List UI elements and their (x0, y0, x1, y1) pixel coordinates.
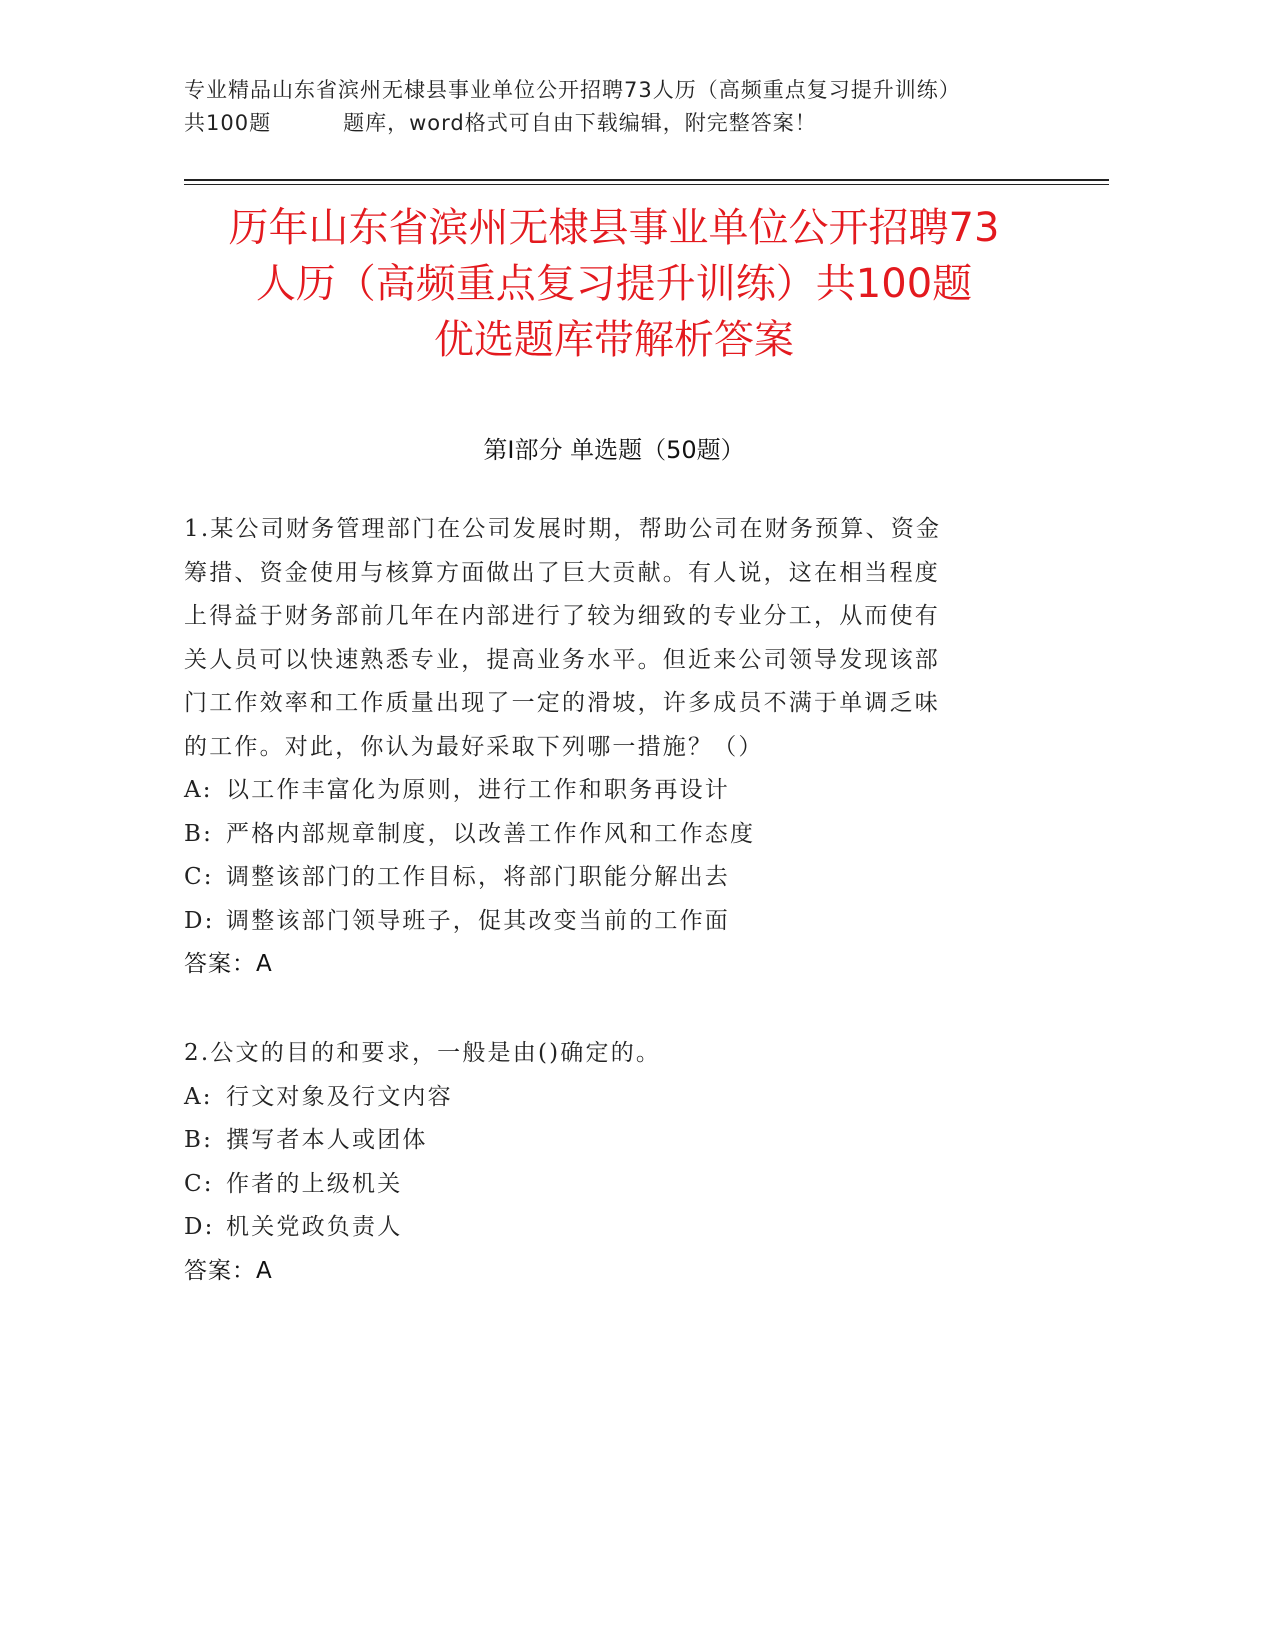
option-b (184, 1119, 1044, 1163)
question-1 (184, 508, 1044, 987)
header-note-count: 共100题 (184, 111, 272, 135)
header-divider-thick (184, 179, 1109, 181)
option-text: 撰写者本人或团体 (226, 1127, 428, 1153)
option-text: 作者的上级机关 (226, 1170, 403, 1197)
option-text: 调整该部门的工作目标，将部门职能分解出去 (226, 864, 730, 890)
question-stem (184, 508, 1044, 769)
option-key: B: (184, 1127, 214, 1153)
title-line-3: 优选题库带解析答案 (434, 317, 794, 363)
section-heading: 第Ⅰ部分 单选题（50题） (483, 436, 745, 464)
option-text: 以工作丰富化为原则，进行工作和职务再设计 (226, 777, 730, 803)
option-text: 机关党政负责人 (226, 1214, 403, 1240)
title-line-1: 历年山东省滨州无棣县事业单位公开招聘73 (228, 205, 1000, 251)
stem-line: 1.某公司财务管理部门在公司发展时期，帮助公司在财务预算、资金 (184, 516, 942, 542)
option-key: C: (184, 864, 214, 890)
stem-line: 关人员可以快速熟悉专业，提高业务水平。但近来公司领导发现该部 (184, 646, 940, 673)
option-text: 调整该部门领导班子，促其改变当前的工作面 (226, 907, 730, 934)
stem-line: 上得益于财务部前几年在内部进行了较为细致的专业分工，从而使有 (184, 603, 940, 629)
document-title (184, 200, 1044, 368)
question-stem (184, 1032, 1044, 1076)
header-divider-thin (184, 184, 1109, 185)
option-d (184, 1206, 1044, 1250)
answer-line: 答案：A (184, 1257, 273, 1284)
title-line-2: 人历（高频重点复习提升训练）共100题 (255, 261, 973, 307)
stem-line: 2.公文的目的和要求，一般是由()确定的。 (184, 1040, 662, 1066)
stem-line: 筹措、资金使用与核算方面做出了巨大贡献。有人说，这在相当程度 (184, 559, 940, 586)
option-text: 严格内部规章制度，以改善工作作风和工作态度 (226, 820, 756, 847)
stem-line: 的工作。对此，你认为最好采取下列哪一措施？（） (184, 733, 764, 760)
option-c (184, 856, 1044, 900)
option-key: D: (184, 907, 215, 934)
option-key: A: (184, 777, 213, 803)
option-key: B: (184, 820, 214, 847)
option-a (184, 1076, 1044, 1120)
option-key: A: (184, 1083, 213, 1110)
question-2 (184, 1032, 1044, 1293)
header-note-line-1: 专业精品山东省滨州无棣县事业单位公开招聘73人历（高频重点复习提升训练） (184, 78, 961, 102)
stem-line: 门工作效率和工作质量出现了一定的滑坡，许多成员不满于单调乏味 (184, 690, 940, 716)
option-key: D: (184, 1214, 215, 1240)
option-c (184, 1163, 1044, 1207)
option-b (184, 813, 1044, 857)
header-note-description: 题库，word格式可自由下载编辑，附完整答案！ (343, 111, 817, 135)
option-text: 行文对象及行文内容 (226, 1083, 453, 1110)
header-note-line-2 (184, 107, 1084, 140)
option-key: C: (184, 1170, 214, 1197)
document-header-note (184, 74, 1084, 140)
option-d (184, 900, 1044, 944)
option-a (184, 769, 1044, 813)
answer-line: 答案：A (184, 951, 273, 977)
